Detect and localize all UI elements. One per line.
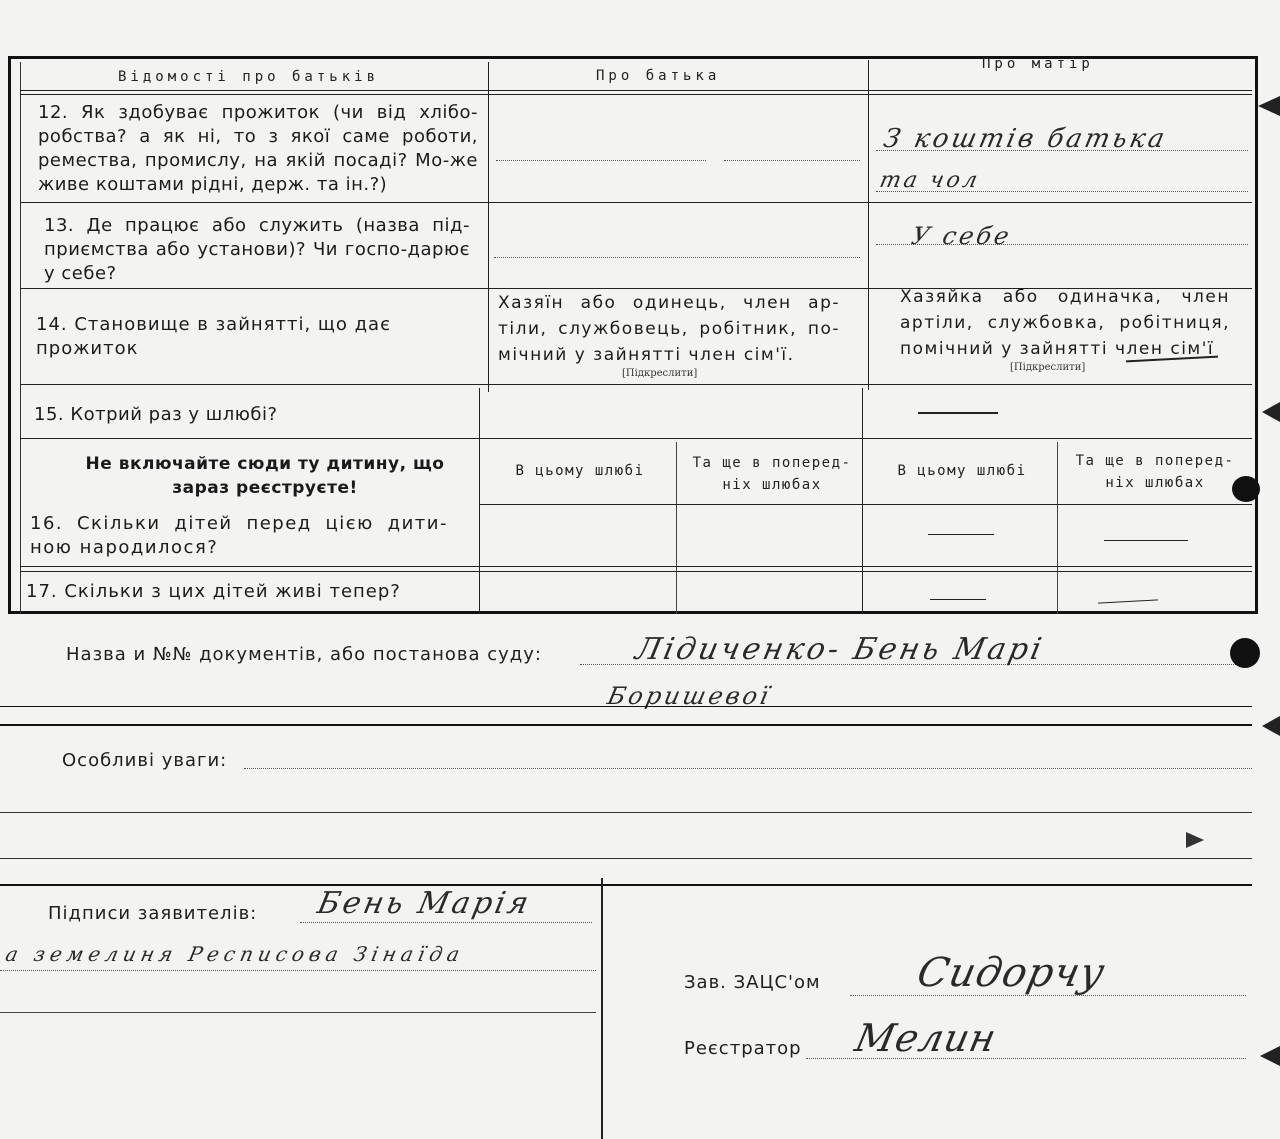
mother-16-dash-1 bbox=[928, 534, 994, 535]
applicants-label: Підписи заявителів: bbox=[48, 903, 258, 924]
head-label: Зав. ЗАЦС'ом bbox=[684, 972, 821, 993]
mother-12-answer-2: та чол bbox=[877, 168, 983, 193]
registrar-signature: Мелин bbox=[851, 1016, 1001, 1060]
header-mother: Про матір bbox=[982, 56, 1094, 72]
question-15: 15. Котрий раз у шлюбі? bbox=[34, 404, 278, 425]
section-divider-1 bbox=[0, 724, 1252, 726]
question-12: 12. Як здобуває прожиток (чи від хлібо-робства? а як ні, то з якої саме роботи, ремества, промислу, на якій посаді? Мо-же живе коштами рідні, держ. та ін.?) bbox=[38, 102, 478, 195]
tear-mark bbox=[1186, 832, 1204, 848]
mother-12-answer: З коштів батька bbox=[880, 124, 1171, 154]
documents-value: Лідиченко- Бень Марі bbox=[632, 632, 1048, 667]
father-col-prev-marriages: Та ще в поперед-ніх шлюбах bbox=[692, 455, 852, 493]
note-exclude-child: Не включайте сюди ту дитину, що зараз реєструєте! bbox=[85, 454, 445, 498]
row-sep-header bbox=[20, 90, 1252, 91]
mother-17-dash-1 bbox=[930, 599, 986, 600]
tear-mark bbox=[1260, 1046, 1280, 1066]
header-info: Відомості про батьків bbox=[118, 69, 380, 85]
remarks-line-2 bbox=[0, 812, 1252, 813]
question-14: 14. Становище в зайнятті, що дає прожиток bbox=[36, 314, 391, 359]
father-13-line bbox=[494, 257, 860, 258]
applicants-line-2 bbox=[0, 970, 596, 971]
applicant-1-signature: Бень Марія bbox=[314, 886, 535, 921]
row-sep-12 bbox=[20, 202, 1252, 203]
remarks-label: Особливі уваги: bbox=[62, 750, 228, 771]
col-sep-1b bbox=[479, 388, 480, 614]
question-13: 13. Де працює або служить (назва під-приємства або установи)? Чи госпо-дарює у себе? bbox=[44, 215, 470, 284]
applicant-2-signature: а земелиня Респисова Зінаїда bbox=[3, 942, 467, 966]
mother-col-this-marriage: В цьому шлюбі bbox=[897, 463, 1027, 479]
row-sep-16 bbox=[20, 566, 1252, 567]
father-14-underline-note: [Підкреслити] bbox=[622, 368, 698, 379]
mother-14-underline-note: [Підкреслити] bbox=[1010, 362, 1086, 373]
father-col-this-marriage: В цьому шлюбі bbox=[515, 463, 645, 479]
father-12-line-b bbox=[724, 160, 860, 161]
question-16: 16. Скільки дітей перед цією дити-ною народилося? bbox=[30, 513, 448, 558]
section-divider-2 bbox=[0, 884, 1252, 886]
row-sep-15 bbox=[20, 438, 1252, 439]
punch-hole bbox=[1232, 476, 1260, 502]
registrar-label: Реєстратор bbox=[684, 1038, 802, 1059]
documents-line-2 bbox=[0, 706, 1252, 707]
remarks-line-3 bbox=[0, 858, 1252, 859]
applicants-line-3 bbox=[0, 1012, 596, 1013]
tear-mark bbox=[1258, 96, 1280, 116]
question-17: 17. Скільки з цих дітей живі тепер? bbox=[26, 581, 401, 602]
tear-mark bbox=[1262, 402, 1280, 422]
head-signature: Сидорчу bbox=[913, 950, 1110, 996]
row-sep-header-2 bbox=[20, 94, 1252, 95]
row-sep-14 bbox=[20, 384, 1252, 385]
mother-13-answer: У себе bbox=[909, 222, 1015, 250]
header-father: Про батька bbox=[596, 68, 721, 84]
father-12-line bbox=[496, 160, 706, 161]
col-sep-2 bbox=[868, 60, 869, 390]
mother-14-options: Хазяйка або одиначка, член артіли, службовка, робітниця, помічний у зайнятті член сім'ї bbox=[900, 287, 1230, 359]
row-sep-16b bbox=[20, 571, 1252, 572]
documents-value-2: Боришевої bbox=[605, 682, 774, 710]
documents-label: Назва и №№ документів, або постанова суду: bbox=[66, 644, 542, 665]
mother-15-dash bbox=[918, 412, 998, 414]
remarks-line-1 bbox=[244, 768, 1252, 769]
row-sep-sub bbox=[479, 504, 1252, 505]
father-14-options: Хазяїн або одинець, член ар-тіли, службовець, робітник, по-мічний у зайнятті член сім'ї. bbox=[498, 293, 840, 365]
mother-16-dash-2 bbox=[1104, 540, 1188, 541]
col-sep-2b bbox=[862, 388, 863, 614]
applicants-line-1 bbox=[300, 922, 592, 923]
col-sep-mother-sub bbox=[1057, 442, 1058, 614]
col-sep-father-sub bbox=[676, 442, 677, 614]
mother-col-prev-marriages: Та ще в поперед-ніх шлюбах bbox=[1075, 453, 1235, 491]
signature-divider bbox=[601, 878, 603, 1139]
col-sep-1 bbox=[488, 62, 489, 392]
punch-hole bbox=[1230, 638, 1260, 668]
tear-mark bbox=[1262, 716, 1280, 736]
